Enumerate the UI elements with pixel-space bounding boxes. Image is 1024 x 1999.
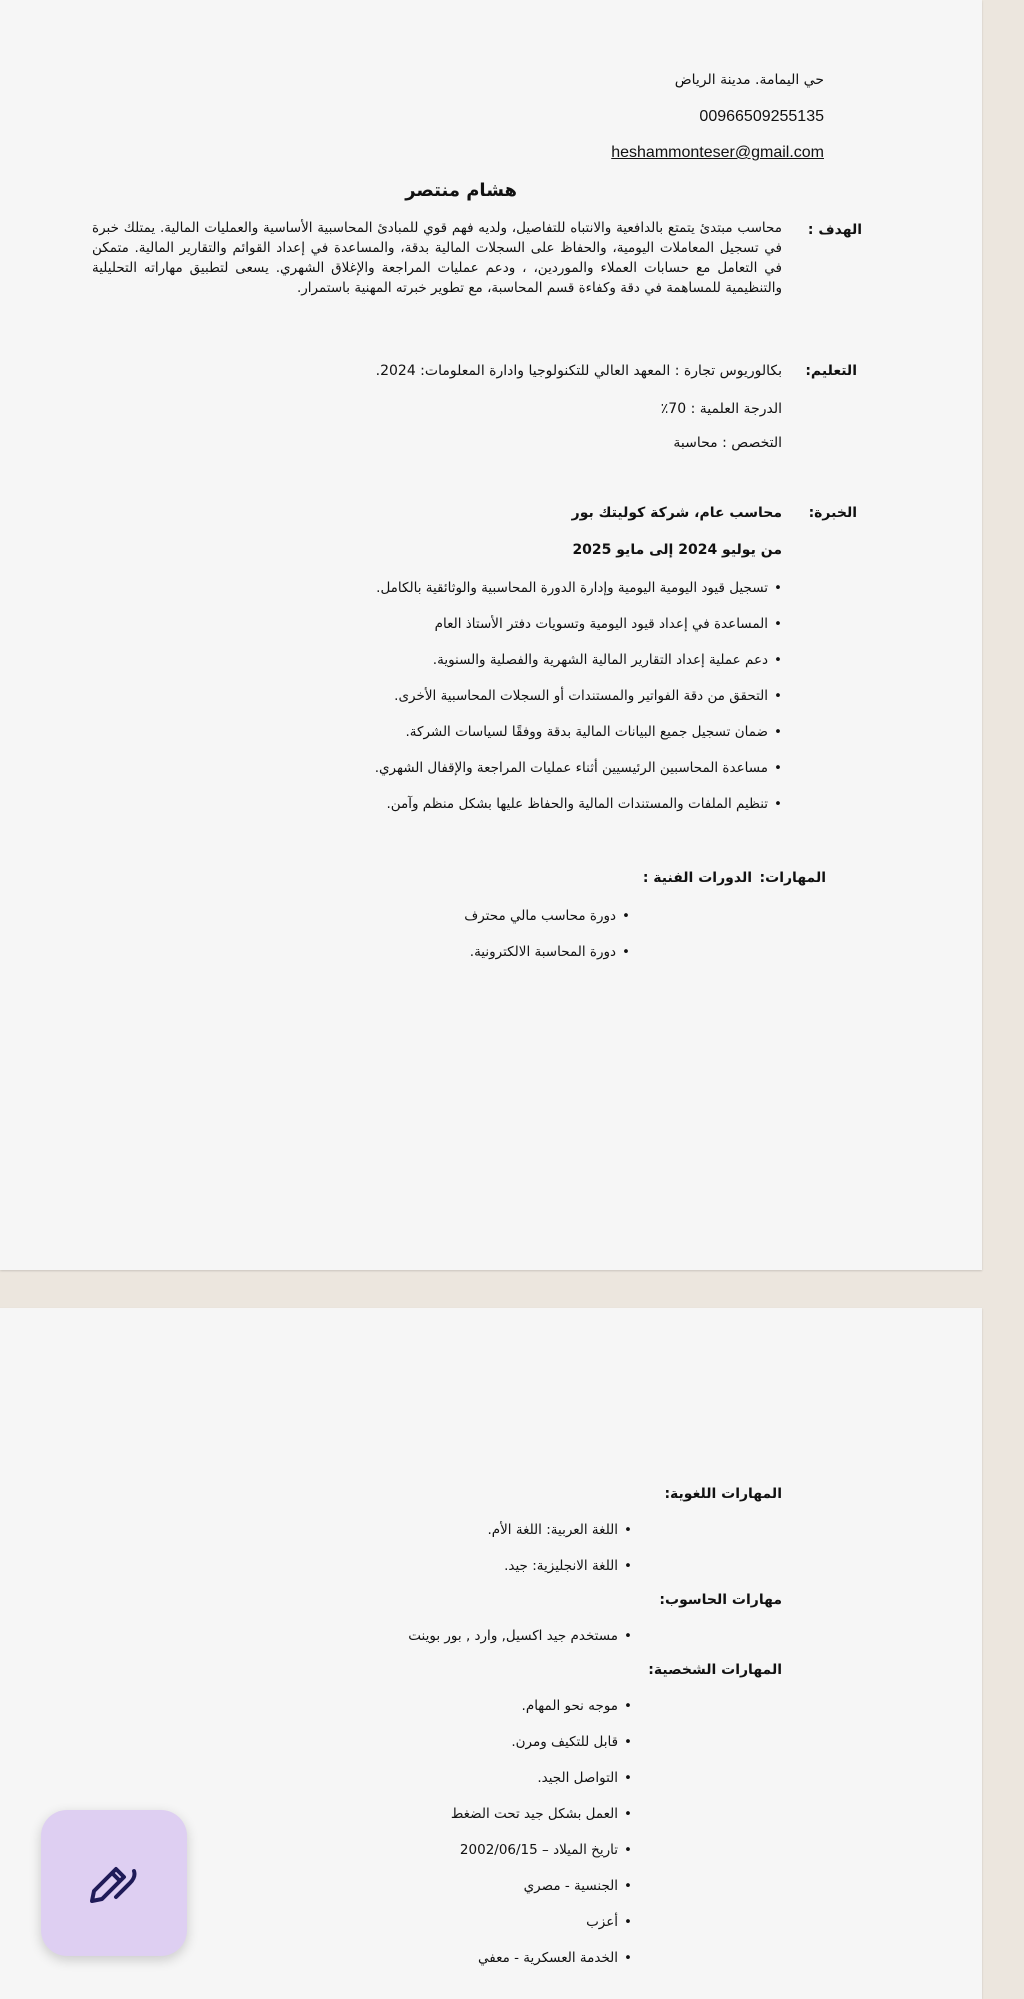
education-degree: بكالوريوس تجارة : المعهد العالي للتكنولوجيا وادارة المعلومات: 2024. — [375, 363, 782, 379]
list-item: • تاريخ الميلاد – 2002/06/15 — [451, 1840, 632, 1876]
list-item: • قابل للتكيف ومرن. — [451, 1732, 632, 1768]
list-item: • اللغة الانجليزية: جيد. — [487, 1556, 632, 1592]
experience-label: الخبرة: — [808, 505, 857, 521]
list-item: • التواصل الجيد. — [451, 1768, 632, 1804]
skills-label: المهارات: — [759, 870, 826, 886]
edit-pen-icon — [84, 1853, 144, 1913]
list-item: • الخدمة العسكرية - معفي — [451, 1948, 632, 1984]
email-link[interactable]: heshammonteser@gmail.com — [611, 144, 824, 161]
list-item: • تنظيم الملفات والمستندات المالية والحفاظ عليها بشكل منظم وآمن. — [375, 794, 782, 830]
address: حي اليمامة. مدينة الرياض — [674, 72, 824, 88]
computer-skills-list — [408, 1626, 632, 1662]
list-item: • العمل بشكل جيد تحت الضغط — [451, 1804, 632, 1840]
language-skills-list — [487, 1520, 632, 1592]
list-item: • دعم عملية إعداد التقارير المالية الشهرية والفصلية والسنوية. — [375, 650, 782, 686]
goal-label: الهدف : — [807, 222, 862, 238]
list-item: • موجه نحو المهام. — [451, 1696, 632, 1732]
list-item: • الجنسية - مصري — [451, 1876, 632, 1912]
list-item: • التحقق من دقة الفواتير والمستندات أو السجلات المحاسبية الأخرى. — [375, 686, 782, 722]
education-label: التعليم: — [805, 363, 857, 379]
experience-list — [375, 578, 782, 830]
list-item: • اللغة العربية: اللغة الأم. — [487, 1520, 632, 1556]
edit-fab-button[interactable] — [41, 1810, 187, 1956]
experience-period: من يوليو 2024 إلى مايو 2025 — [572, 542, 782, 558]
personal-skills-heading: المهارات الشخصية: — [648, 1662, 782, 1678]
list-item: • ضمان تسجيل جميع البيانات المالية بدقة ووفقًا لسياسات الشركة. — [375, 722, 782, 758]
education-grade: الدرجة العلمية : 70٪ — [660, 401, 782, 417]
goal-text: محاسب مبتدئ يتمتع بالدافعية والانتباه للتفاصيل، ولديه فهم قوي للمبادئ المحاسبية الأساسية والعمليات المالية. يمتلك خبرة في تسجيل المعاملات اليومية، والحفاظ على السجلات المالية بدقة، والمساعدة في إعداد القوائم والتقارير المالية. متمكن في التعامل مع حسابات العملاء والموردين، ، ودعم عمليات المراجعة والإغلاق الشهري. يسعى لتطبيق مهاراته التحليلية والتنظيمية للمساهمة في دقة وكفاءة قسم المحاسبة، مع تطوير خبرته المهنية باستمرار. — [92, 220, 782, 296]
education-major: التخصص : محاسبة — [673, 435, 782, 451]
list-item: • مساعدة المحاسبين الرئيسيين أثناء عمليات المراجعة والإقفال الشهري. — [375, 758, 782, 794]
list-item: • دورة محاسب مالي محترف — [464, 906, 630, 942]
courses-list — [464, 906, 630, 978]
list-item: • تسجيل قيود اليومية اليومية وإدارة الدورة المحاسبية والوثائقية بالكامل. — [375, 578, 782, 614]
list-item: • أعزب — [451, 1912, 632, 1948]
computer-skills-heading: مهارات الحاسوب: — [659, 1592, 782, 1608]
experience-title: محاسب عام، شركة كوليتك بور — [571, 505, 782, 521]
candidate-name: هشام منتصر — [405, 180, 517, 201]
list-item: • مستخدم جيد اكسيل, وارد , بور بوينت — [408, 1626, 632, 1662]
list-item: • دورة المحاسبة الالكترونية. — [464, 942, 630, 978]
phone-number: 00966509255135 — [699, 108, 824, 125]
courses-heading: الدورات الفنية : — [642, 870, 752, 886]
personal-skills-list — [451, 1696, 632, 1984]
language-skills-heading: المهارات اللغوية: — [664, 1486, 782, 1502]
list-item: • المساعدة في إعداد قيود اليومية وتسويات دفتر الأستاذ العام — [375, 614, 782, 650]
